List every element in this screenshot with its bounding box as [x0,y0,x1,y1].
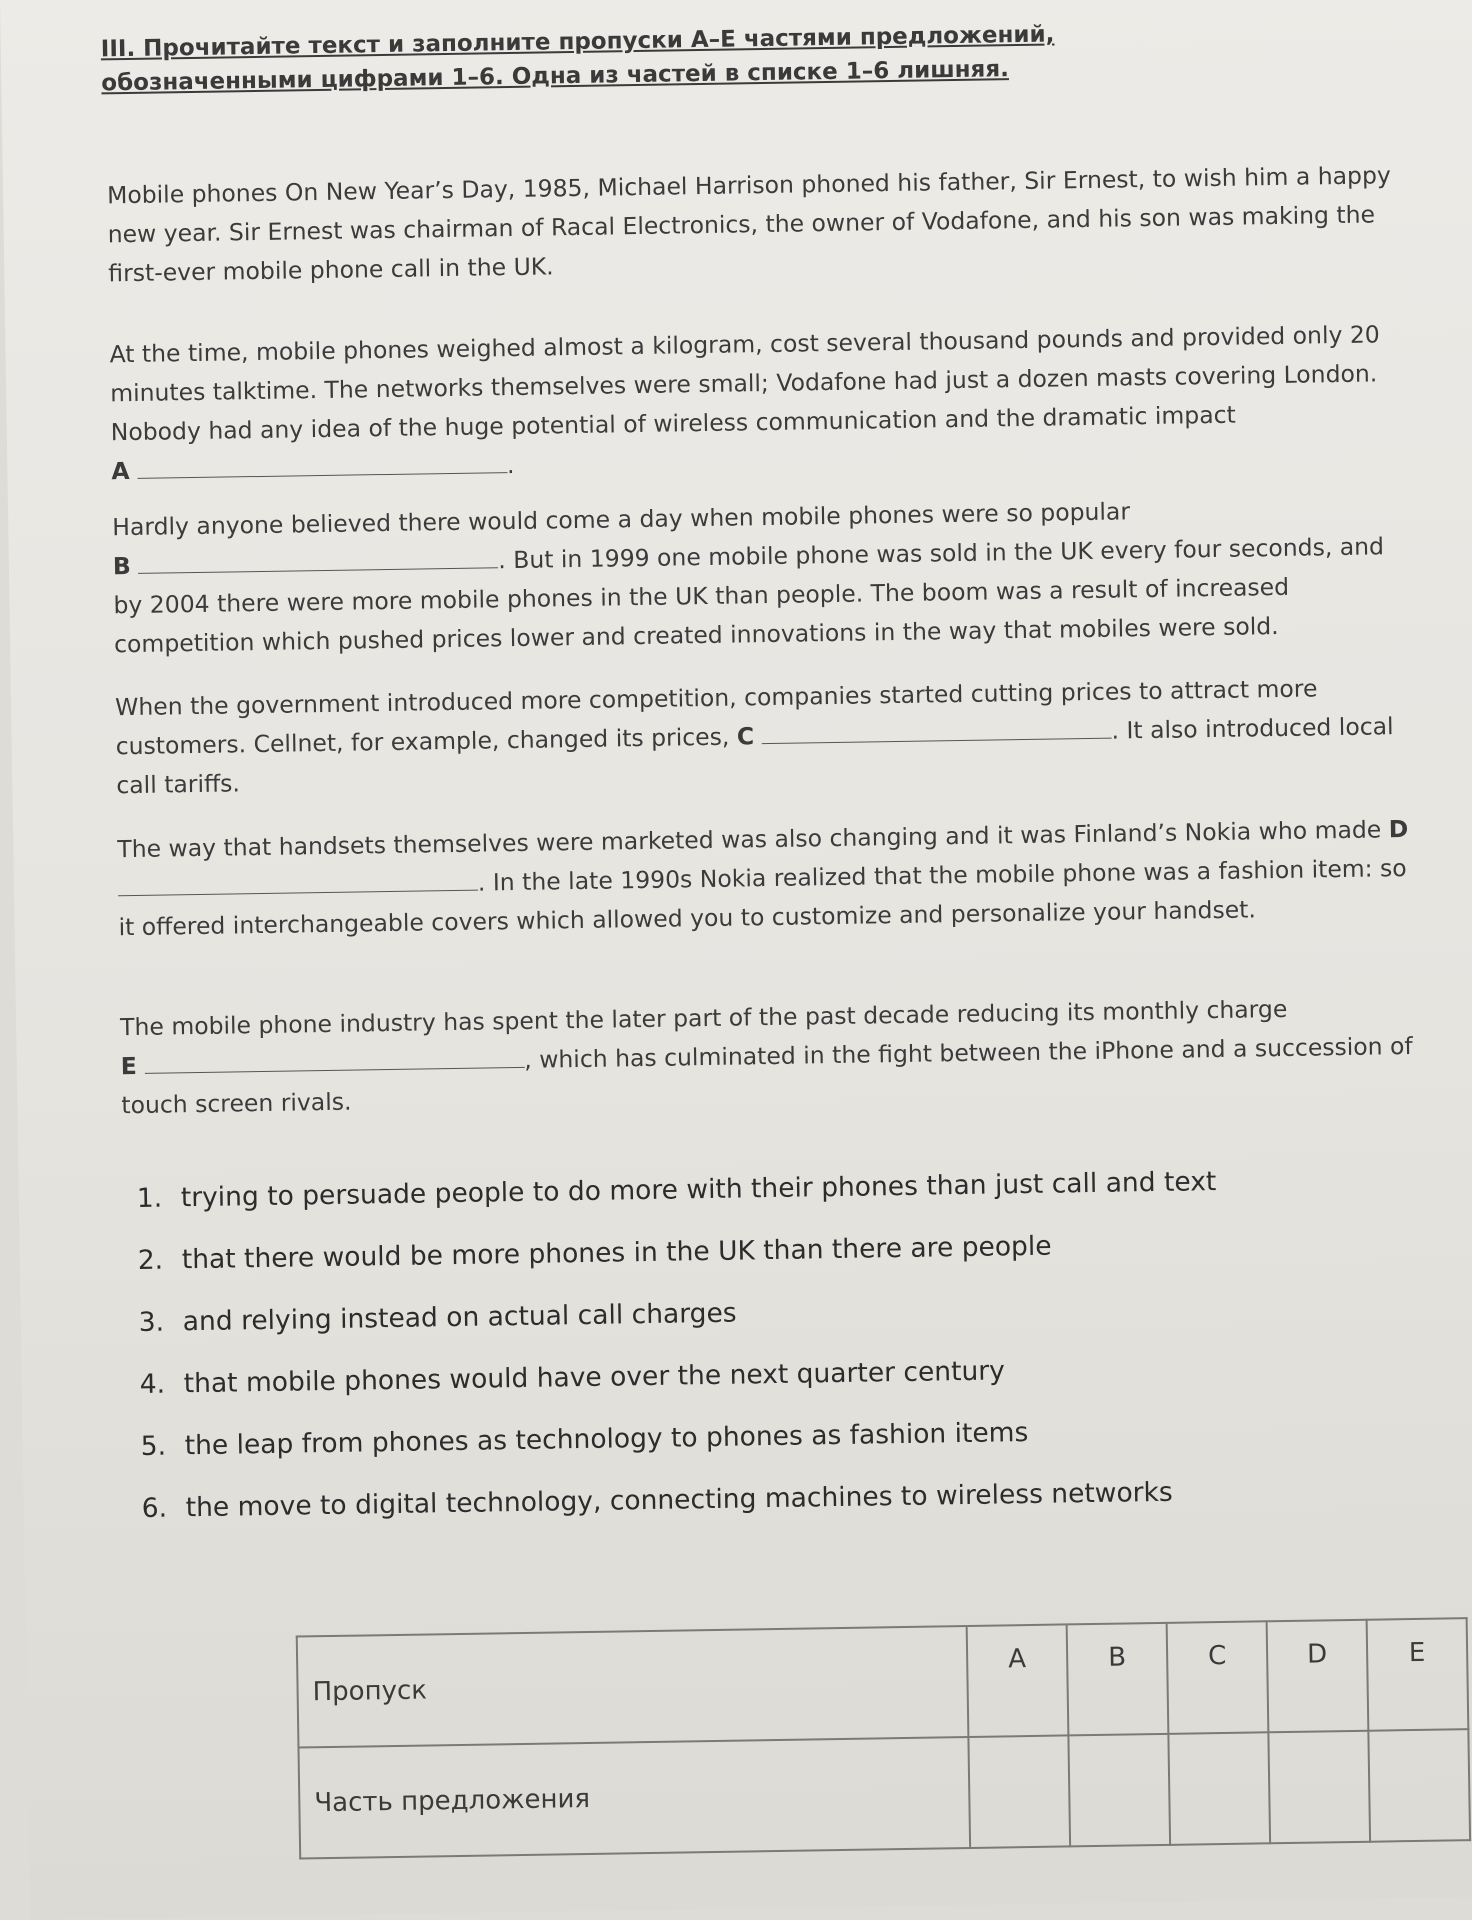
option-number: 2. [137,1244,164,1276]
table-row [297,1618,1469,1747]
option-text: the move to digital technology, connecting machines to wireless networks [185,1476,1173,1524]
gap-letter-c: C [736,722,755,751]
paragraph-3-text-after: . But in 1999 one mobile phone was sold in the UK every four seconds, and by 2004 there were more mobile phones in the UK than people. The boom was a result of increased competition which pushed prices lower and created innovations in the way that mobiles were sold. [113,532,1385,659]
options-list [136,1151,1242,1540]
answer-cell-a[interactable] [968,1735,1070,1848]
row-label-gap: Пропуск [297,1626,969,1748]
paragraph-3-text-before: Hardly anyone believed there would come a day when mobile phones were so popular [112,497,1131,542]
paragraph-1: Mobile phones On New Year’s Day, 1985, Michael Harrison phoned his father, Sir Ernest, to wish him a happy new year. Sir Ernest was chairman of Racal Electronics, the owner of Vodafone, and his son was making the first-ever mobile phone call in the UK. [106,161,1391,288]
gap-letter-b: B [112,552,132,581]
header-cell-e: E [1367,1618,1469,1731]
answer-table [296,1617,1471,1859]
header-cell-b: B [1067,1623,1169,1736]
paragraph-6 [120,988,1422,1125]
option-text: the leap from phones as technology to phones as fashion items [184,1417,1029,1462]
paragraph-2-text: At the time, mobile phones weighed almost a kilogram, cost several thousand pounds and provided only 20 minutes talktime. The networks themselves were small; Vodafone had just a dozen masts covering London. Nobody had any idea of the huge potential of wireless communication and the dramatic impact [109,320,1380,447]
table-row [298,1729,1470,1858]
gap-letter-e: E [120,1051,138,1081]
paragraph-5 [117,810,1419,947]
option-text: that there would be more phones in the UK than there are people [181,1230,1052,1276]
paragraph-5-text-before: The way that handsets themselves were marketed was also changing and it was Finland’s Nokia who made [117,815,1382,864]
gap-blank-b[interactable] [138,543,498,574]
option-text: trying to persuade people to do more with their phones than just call and text [180,1166,1217,1214]
row-label-part: Часть предложения [298,1737,970,1859]
answer-cell-b[interactable] [1068,1734,1170,1847]
paragraph-2-end: . [506,450,515,480]
option-text: that mobile phones would have over the next quarter century [183,1355,1006,1400]
answer-cell-e[interactable] [1368,1729,1470,1842]
paragraph-2 [109,315,1411,491]
option-text: and relying instead on actual call charges [182,1297,737,1338]
answer-cell-c[interactable] [1168,1732,1270,1845]
header-cell-c: C [1167,1621,1269,1734]
paragraph-4 [115,668,1417,805]
gap-blank-c[interactable] [761,714,1111,744]
header-cell-d: D [1267,1620,1369,1733]
paragraph-3 [112,488,1414,664]
header-cell-a: A [967,1624,1069,1737]
gap-blank-e[interactable] [144,1043,524,1074]
option-number: 3. [138,1306,165,1338]
gap-blank-d[interactable] [118,866,478,897]
paragraph-4-text-after: . It also introduced local call tariffs. [116,712,1394,800]
option-number: 4. [139,1368,166,1400]
option-number: 6. [141,1492,168,1524]
gap-letter-d: D [1388,814,1409,844]
paragraph-4-text-before: When the government introduced more competition, companies started cutting prices to attract more customers. Cellnet, for example, changed its prices, [114,674,1318,761]
gap-letter-a: A [111,457,130,486]
paragraph-5-text-after: . In the late 1990s Nokia realized that the mobile phone was a fashion item: so it offered interchangeable covers which allowed you to customize and personalize your handset. [118,854,1407,942]
gap-blank-a[interactable] [137,448,507,479]
paragraph-6-text-before: The mobile phone industry has spent the later part of the past decade reducing its monthly charge [119,994,1288,1042]
task-heading: III. Прочитайте текст и заполните пропуски A–E частями предложений, обозначенными цифрами 1–6. Одна из частей в списке 1–6 лишняя. [100,21,1055,97]
answer-cell-d[interactable] [1268,1731,1370,1844]
option-number: 5. [140,1430,167,1462]
option-number: 1. [136,1182,163,1214]
paragraph-6-text-after: , which has culminated in the fight between the iPhone and a succession of touch screen rivals. [121,1031,1413,1120]
